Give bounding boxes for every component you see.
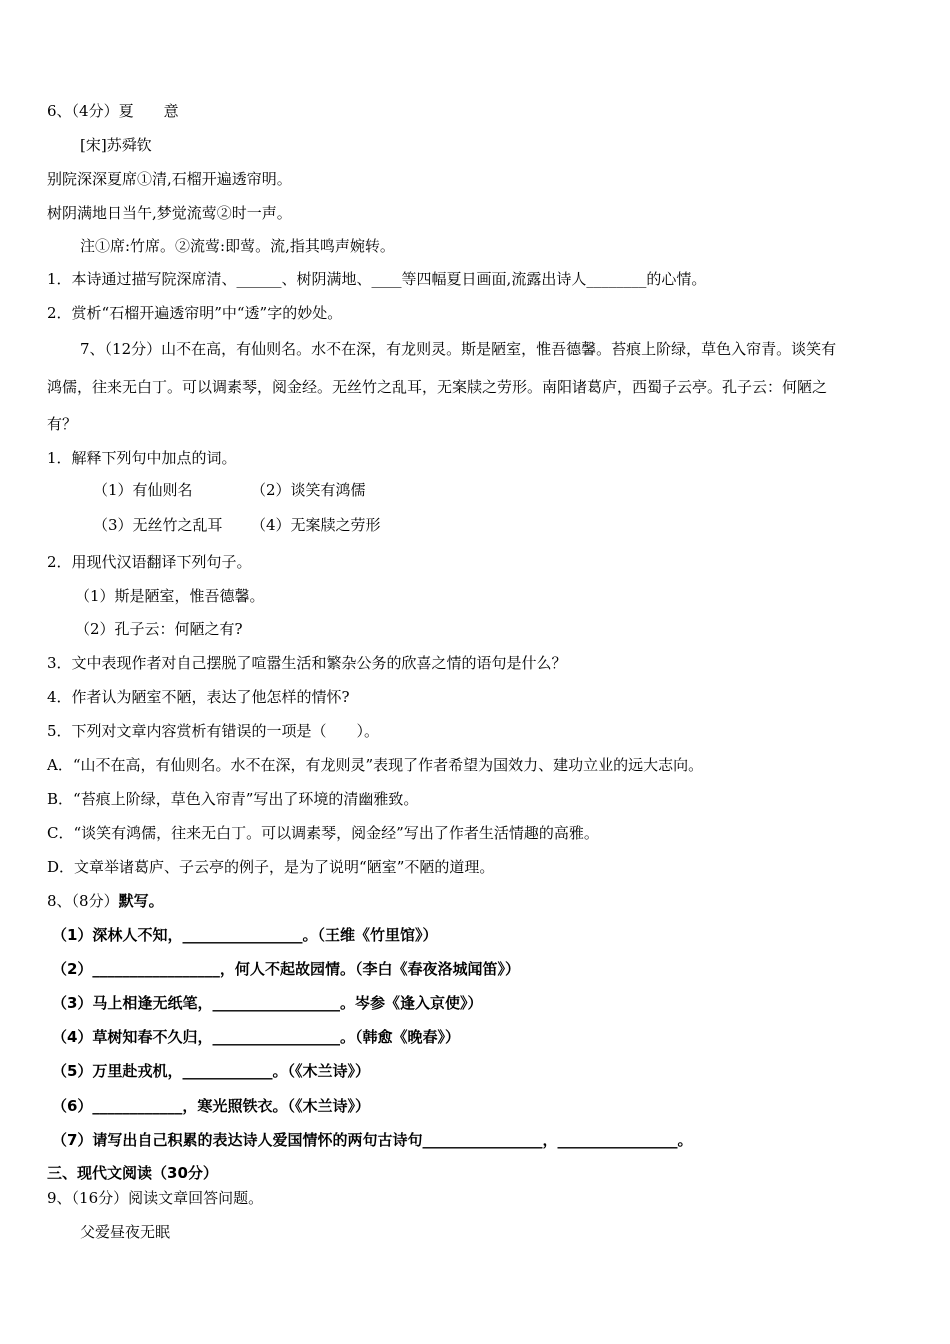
section-3-title: 三、现代文阅读（30分） <box>47 1164 218 1182</box>
q7-subquestion-5: 5．下列对文章内容赏析有错误的一项是（ ）。 <box>47 722 380 740</box>
q8-header <box>47 891 164 911</box>
q7-option-b: B．“苔痕上阶绿，草色入帘青”写出了环境的清幽雅致。 <box>47 790 419 808</box>
q7-word-item-2: （2）谈笑有鸿儒 <box>251 481 366 499</box>
q7-subquestion-3: 3．文中表现作者对自己摆脱了喧嚣生活和繁杂公务的欣喜之情的语句是什么？ <box>47 654 567 672</box>
q8-header-title: 默写。 <box>118 892 164 910</box>
q8-item-1: （1）深林人不知，________________。（王维《竹里馆》） <box>52 926 438 944</box>
q7-word-item-3: （3）无丝竹之乱耳 <box>93 516 223 534</box>
q8-item-3: （3）马上相逢无纸笔，_________________。岑参《逢入京使》） <box>52 994 483 1012</box>
q7-subquestion-1: 1．解释下列句中加点的词。 <box>47 449 237 467</box>
q7-word-item-1: （1）有仙则名 <box>93 481 193 499</box>
q8-item-5: （5）万里赴戎机，____________。（《木兰诗》） <box>52 1062 370 1080</box>
q6-poem-note: 注①席:竹席。②流莺:即莺。流,指其鸣声婉转。 <box>80 237 395 255</box>
q7-passage-line-1: 7、（12分）山不在高，有仙则名。水不在深，有龙则灵。斯是陋室，惟吾德馨。苔痕上阶绿，草色入帘青。谈笑有 <box>80 340 837 358</box>
q7-translate-item-2: （2）孔子云：何陋之有? <box>75 620 243 638</box>
q7-word-item-4: （4）无案牍之劳形 <box>251 516 381 534</box>
article-title: 父爱昼夜无眠 <box>80 1223 171 1241</box>
q7-passage-line-2: 鸿儒，往来无白丁。可以调素琴，阅金经。无丝竹之乱耳，无案牍之劳形。南阳诸葛庐，西蜀子云亭。孔子云：何陋之 <box>47 378 828 396</box>
q7-translate-item-1: （1）斯是陋室，惟吾德馨。 <box>75 587 265 605</box>
q6-subquestion-1: 1．本诗通过描写院深席清、______、树阴满地、____等四幅夏日画面,流露出诗人________的心情。 <box>47 270 707 288</box>
q7-option-d: D．文章举诸葛庐、子云亭的例子，是为了说明“陋室”不陋的道理。 <box>47 858 495 876</box>
q8-item-4: （4）草树知春不久归，_________________。（韩愈《晚春》） <box>52 1028 460 1046</box>
q6-poem-author: [宋]苏舜钦 <box>80 136 152 154</box>
q8-header-prefix: 8、（8分） <box>47 892 119 910</box>
q7-option-c: C．“谈笑有鸿儒，往来无白丁。可以调素琴，阅金经”写出了作者生活情趣的高雅。 <box>47 824 599 842</box>
q6-header: 6、（4分）夏 意 <box>47 102 179 120</box>
q9-header: 9、（16分）阅读文章回答问题。 <box>47 1189 264 1207</box>
q8-item-7: （7）请写出自己积累的表达诗人爱国情怀的两句古诗句________________，________________。 <box>52 1131 693 1149</box>
q7-subquestion-2: 2．用现代汉语翻译下列句子。 <box>47 553 252 571</box>
q8-item-2: （2）_________________，何人不起故园情。（李白《春夜洛城闻笛》） <box>52 960 520 978</box>
q8-item-6: （6）____________，寒光照铁衣。（《木兰诗》） <box>52 1097 370 1115</box>
q6-poem-line-1: 别院深深夏席①清,石榴开遍透帘明。 <box>47 170 292 188</box>
q7-subquestion-4: 4．作者认为陋室不陋，表达了他怎样的情怀? <box>47 688 350 706</box>
q6-subquestion-2: 2．赏析“石榴开遍透帘明”中“透”字的妙处。 <box>47 304 343 322</box>
q7-passage-line-3: 有？ <box>47 415 78 433</box>
q6-poem-line-2: 树阴满地日当午,梦觉流莺②时一声。 <box>47 204 292 222</box>
q7-option-a: A．“山不在高，有仙则名。水不在深，有龙则灵”表现了作者希望为国效力、建功立业的远大志向。 <box>47 756 704 774</box>
